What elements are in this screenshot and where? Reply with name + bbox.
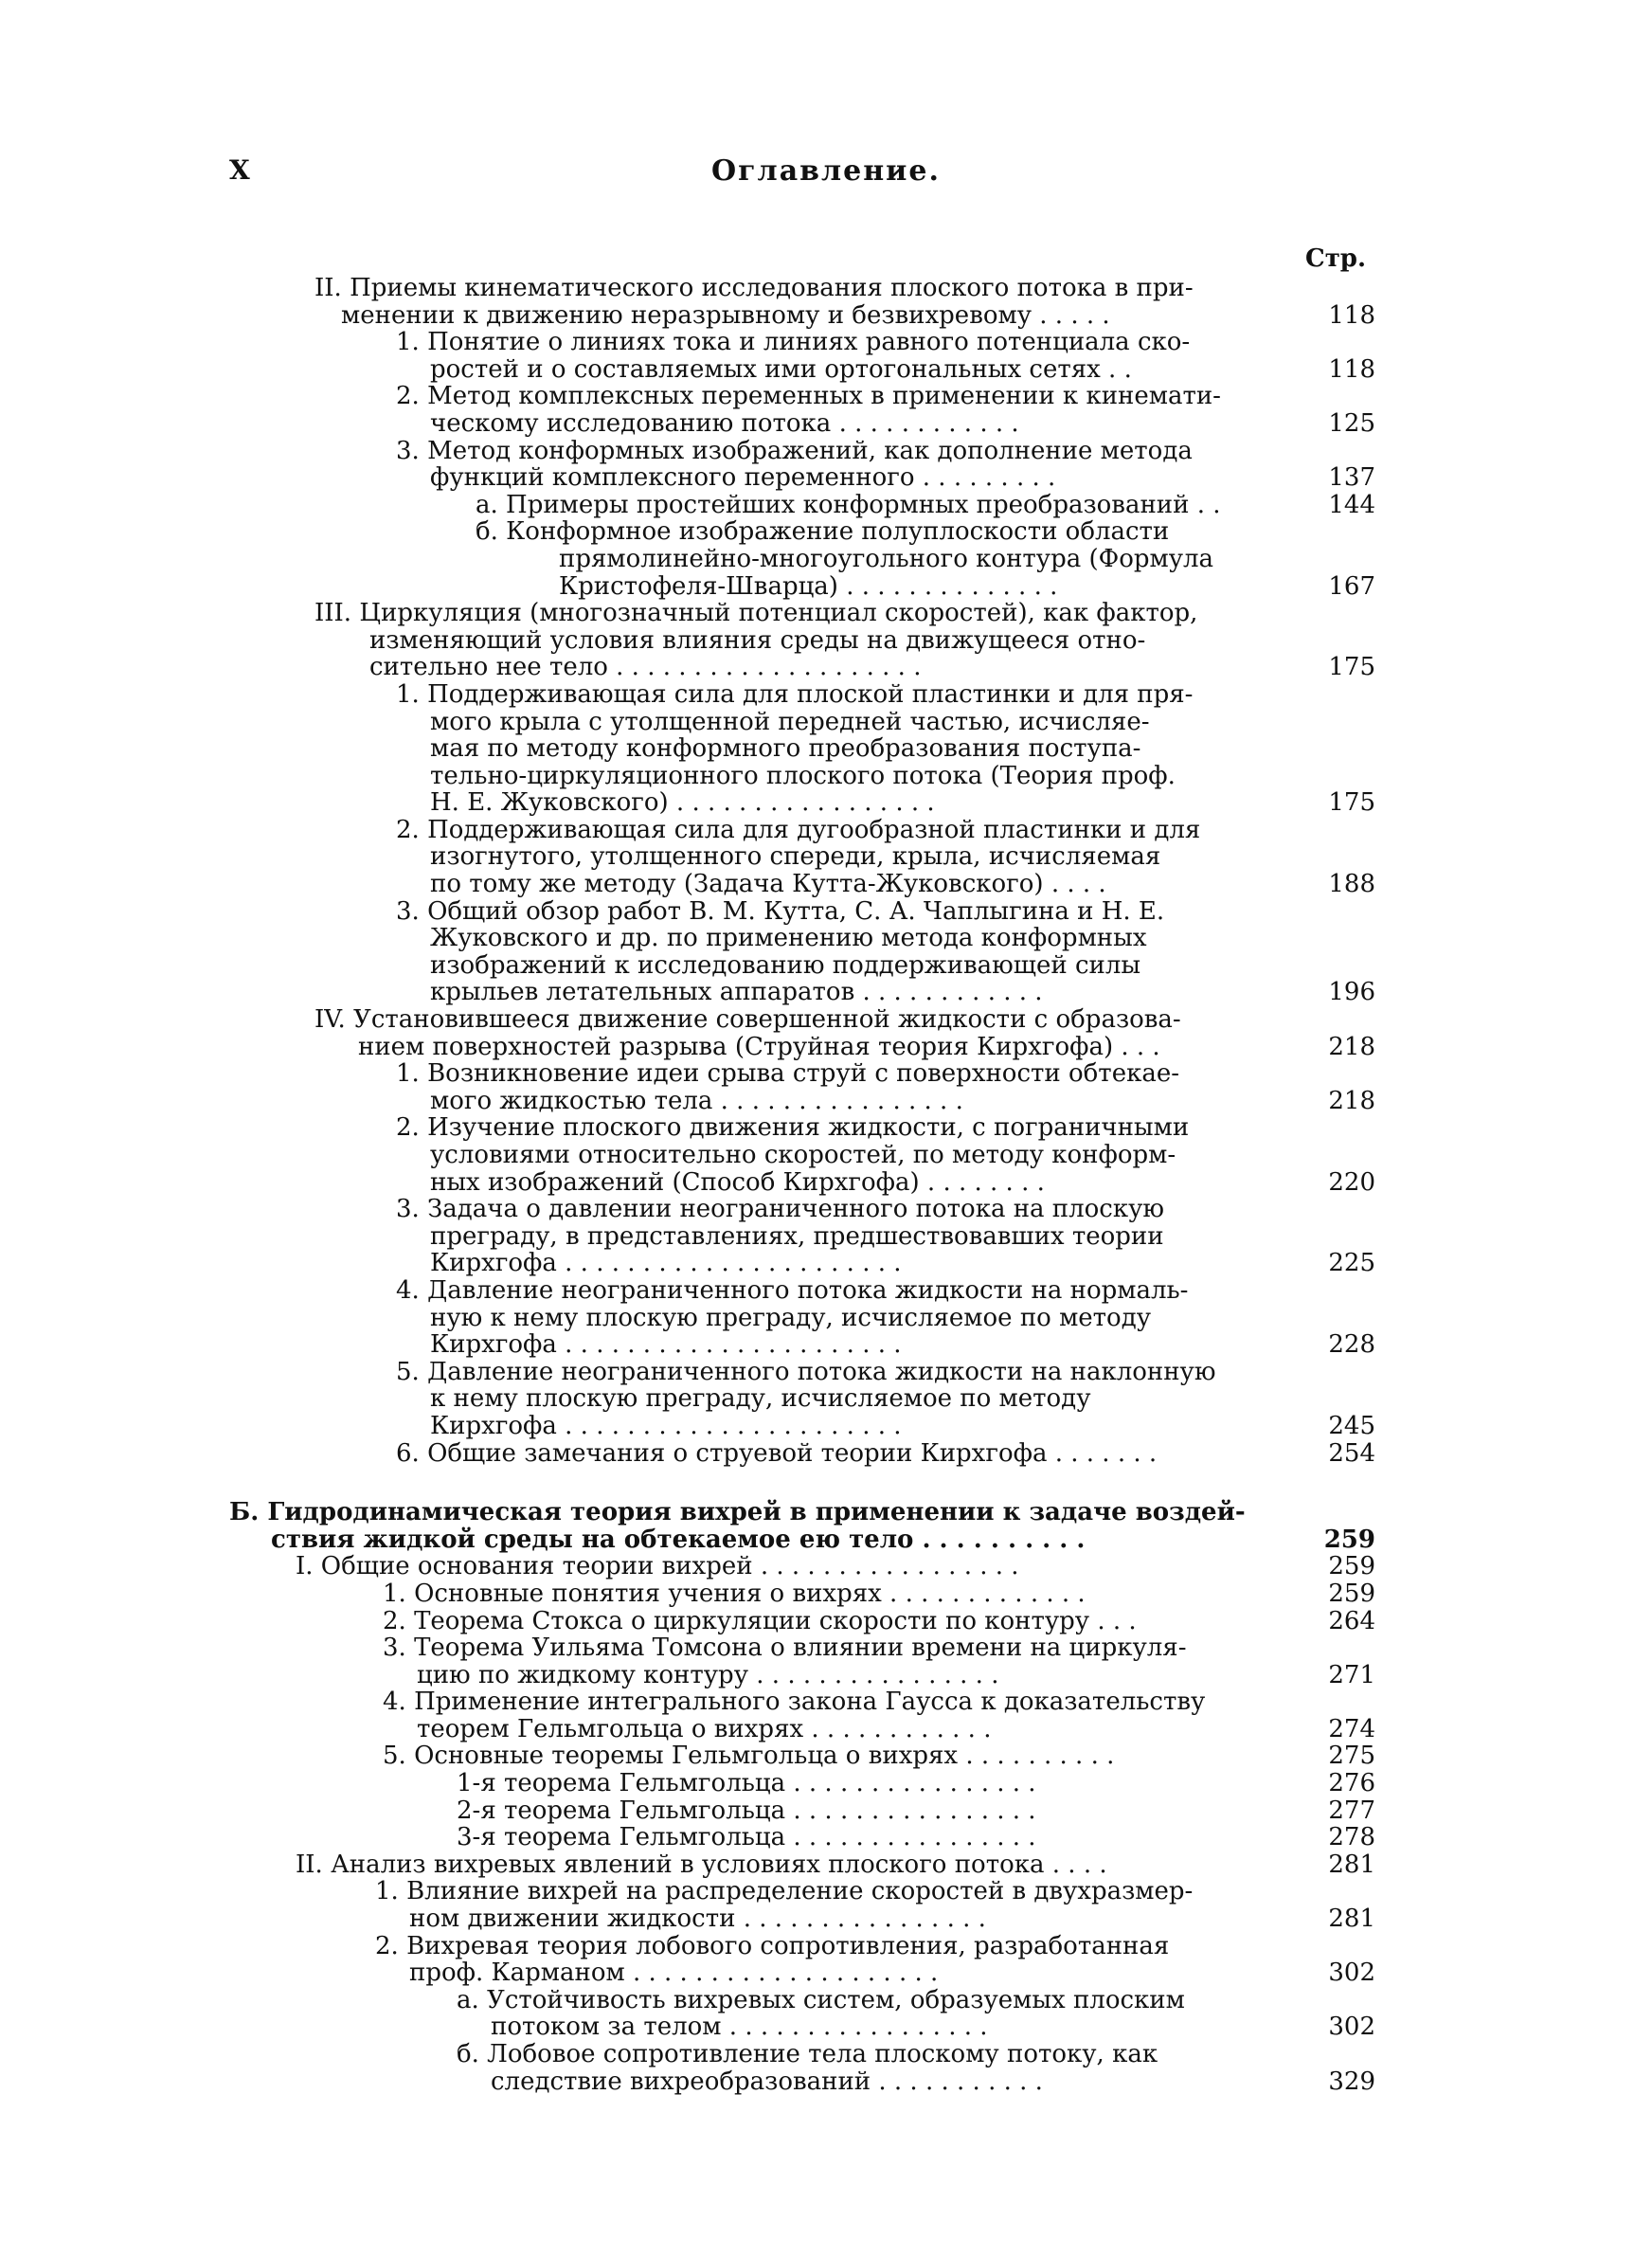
toc-entry [0, 681, 1652, 817]
toc-entry-line: потоком за телом . . . . . . . . . . . . . . . . . [491, 2013, 988, 2041]
toc-entry-line: 6. Общие замечания о струевой теории Кирхгофа . . . . . . . [396, 1439, 1158, 1468]
toc-entry-line: условиями относительно скоростей, по методу конформ- [430, 1142, 1176, 1169]
page-title: Оглавление. [711, 154, 941, 188]
toc-entry-line: 4. Применение интегрального закона Гаусса к доказательству [383, 1688, 1206, 1716]
toc-entry-line: 3. Метод конформных изображений, как дополнение метода [396, 437, 1193, 465]
toc-entry [0, 1608, 1652, 1635]
toc-entry-line: II. Приемы кинематического исследования плоского потока в при- [314, 275, 1194, 302]
toc-page-number: 144 [1328, 490, 1375, 519]
toc-entry-line: мого крыла с утолщенной передней частью, исчисляе- [430, 708, 1150, 736]
toc-page-number: 218 [1328, 1032, 1375, 1061]
toc-entry-line: мая по методу конформного преобразования поступа- [430, 735, 1141, 763]
toc-entry-line: ческому исследованию потока . . . . . . . . . . . . [430, 409, 1019, 438]
toc-entry-line: менении к движению неразрывному и безвихревому . . . . . [341, 301, 1110, 330]
toc-entry-line: изменяющий условия влияния среды на движущееся отно- [369, 626, 1146, 655]
toc-entry-line: б. Лобовое сопротивление тела плоскому потоку, как [457, 2041, 1158, 2068]
toc-entry-line: 2-я теорема Гельмгольца . . . . . . . . . . . . . . . . [457, 1797, 1036, 1825]
toc-entry-line: Кристофеля-Шварца) . . . . . . . . . . . . . . [559, 572, 1058, 601]
toc-entry-line: III. Циркуляция (многозначный потенциал скоростей), как фактор, [314, 600, 1198, 627]
toc-entry-line: теорем Гельмгольца о вихрях . . . . . . . . . . . . [417, 1715, 992, 1743]
toc-entry-line: I. Общие основания теории вихрей . . . . . . . . . . . . . . . . . [296, 1553, 1019, 1580]
toc-page-number: 118 [1328, 300, 1375, 330]
toc-page-number: 245 [1328, 1411, 1375, 1440]
page-header [0, 154, 1652, 192]
toc-entry-line: б. Конформное изображение полуплоскости области [476, 518, 1170, 546]
toc-entry-line: 2. Изучение плоского движения жидкости, с пограничными [396, 1114, 1190, 1142]
toc-entry [0, 1277, 1652, 1359]
toc-entry [0, 1851, 1652, 1879]
toc-page-number: 259 [1328, 1579, 1375, 1608]
toc-page-number: 329 [1328, 2067, 1375, 2096]
toc-entry [0, 1688, 1652, 1742]
toc-entry-line: 2. Поддерживающая сила для дугообразной пластинки и для [396, 816, 1201, 844]
toc-page-number: 220 [1328, 1167, 1375, 1197]
toc-entry-line: а. Примеры простейших конформных преобразований . . [476, 491, 1221, 519]
toc-entry-line: 1. Поддерживающая сила для плоской пластинки и для пря- [396, 680, 1194, 709]
toc-entry-line: мого жидкостью тела . . . . . . . . . . . . . . . . [430, 1087, 963, 1115]
toc-page-number: 175 [1328, 788, 1375, 818]
toc-entry-line: тельно-циркуляционного плоского потока (Теория проф. [430, 762, 1176, 790]
toc-page-number: 137 [1328, 463, 1375, 493]
toc-entry [0, 1580, 1652, 1608]
toc-entry [0, 817, 1652, 898]
toc-page-number: 188 [1328, 870, 1375, 899]
toc-entry [0, 2041, 1652, 2095]
page-column-label: Стр. [1305, 244, 1367, 273]
toc-entry-line: 1. Влияние вихрей на распределение скоростей в двухразмер- [375, 1878, 1194, 1906]
toc-entry-line: сительно нее тело . . . . . . . . . . . . . . . . . . . . [369, 654, 922, 681]
toc-entry [0, 898, 1652, 1006]
toc-entry-line: 4. Давление неограниченного потока жидкости на нормаль- [396, 1276, 1189, 1305]
toc-entry [0, 518, 1652, 600]
toc-entry-line: крыльев летательных аппаратов . . . . . . . . . . . . [430, 979, 1043, 1007]
toc-entry-line: ростей и о составляемых ими ортогональных сетях . . [430, 355, 1132, 384]
toc-page-number: 228 [1328, 1330, 1375, 1360]
toc-page-number: 254 [1328, 1438, 1375, 1468]
toc-entry-line: функций комплексного переменного . . . . . . . . . [430, 464, 1056, 492]
toc-entry-line: 2. Теорема Стокса о циркуляции скорости по контуру . . . [383, 1607, 1137, 1635]
toc-entry [0, 1770, 1652, 1797]
toc-page-number: 259 [1323, 1525, 1375, 1554]
toc-entry-line: Кирхгофа . . . . . . . . . . . . . . . . . . . . . . [430, 1250, 902, 1277]
toc-page-number: 277 [1328, 1796, 1375, 1825]
toc-entry [0, 1797, 1652, 1825]
toc-page-number: 275 [1328, 1742, 1375, 1771]
toc-entry [0, 1634, 1652, 1688]
toc-page-number: 225 [1328, 1249, 1375, 1278]
toc-entry-line: 3. Задача о давлении неограниченного потока на плоскую [396, 1196, 1165, 1223]
toc-entry [0, 1878, 1652, 1932]
toc-entry [0, 1933, 1652, 1987]
toc-page-number: 218 [1328, 1086, 1375, 1115]
toc-entry-line: Кирхгофа . . . . . . . . . . . . . . . . . . . . . . [430, 1412, 902, 1440]
toc-entry-line: проф. Карманом . . . . . . . . . . . . . . . . . . . . [409, 1959, 939, 1987]
toc-entry-line: ную к нему плоскую преграду, исчисляемое по методу [430, 1304, 1152, 1332]
toc-entry [0, 329, 1652, 383]
toc-page-number: 259 [1328, 1552, 1375, 1581]
toc-entry-line: ном движении жидкости . . . . . . . . . . . . . . . . [409, 1905, 986, 1933]
toc-entry [0, 1742, 1652, 1770]
toc-entry-line: Жуковского и др. по применению метода конформных [430, 925, 1147, 952]
toc-entry-line: II. Анализ вихревых явлений в условиях плоского потока . . . . [296, 1851, 1107, 1879]
toc-entry [0, 1824, 1652, 1851]
toc-page-number: 175 [1328, 653, 1375, 682]
toc-entry-line: 3. Теорема Уильяма Томсона о влиянии времени на циркуля- [383, 1634, 1187, 1662]
table-of-contents [0, 275, 1652, 2095]
toc-entry [0, 1499, 1652, 1553]
toc-entry [0, 1060, 1652, 1114]
toc-page-number: 264 [1328, 1606, 1375, 1635]
toc-entry-line: ных изображений (Способ Кирхгофа) . . . . . . . . [430, 1168, 1045, 1197]
toc-page-number: 302 [1328, 1959, 1375, 1988]
toc-page-number: 125 [1328, 408, 1375, 438]
toc-entry-line: 1. Возникновение идеи срыва струй с поверхности обтекае- [396, 1060, 1179, 1088]
toc-entry [0, 1440, 1652, 1468]
toc-entry-line: цию по жидкому контуру . . . . . . . . . . . . . . . . [417, 1661, 999, 1689]
toc-entry-line: изображений к исследованию поддерживающей силы [430, 951, 1141, 980]
toc-entry-line: 1. Понятие о линиях тока и линиях равного потенциала ско- [396, 329, 1191, 356]
toc-entry [0, 275, 1652, 329]
toc-entry-line: ствия жидкой среды на обтекаемое ею тело . . . . . . . . . . [271, 1526, 1086, 1554]
toc-page-number: 271 [1328, 1660, 1375, 1689]
toc-entry-line: преграду, в представлениях, предшествовавших теории [430, 1222, 1164, 1251]
toc-entry [0, 1553, 1652, 1580]
toc-entry [0, 1114, 1652, 1196]
toc-entry-line: IV. Установившееся движение совершенной жидкости с образова- [314, 1006, 1181, 1034]
toc-entry-line: 3-я теорема Гельмгольца . . . . . . . . . . . . . . . . [457, 1824, 1036, 1851]
toc-page-number: 167 [1328, 571, 1375, 601]
toc-entry-line: 5. Давление неограниченного потока жидкости на наклонную [396, 1358, 1216, 1386]
section-gap [0, 1467, 1652, 1499]
toc-entry [0, 383, 1652, 437]
toc-entry [0, 1359, 1652, 1440]
toc-entry [0, 438, 1652, 492]
toc-page-number: 276 [1328, 1769, 1375, 1798]
toc-page-number: 281 [1328, 1850, 1375, 1879]
toc-entry-line: изогнутого, утолщенного спереди, крыла, исчисляемая [430, 843, 1161, 872]
toc-entry-line: по тому же методу (Задача Кутта-Жуковского) . . . . [430, 871, 1106, 898]
toc-page-number: 302 [1328, 2013, 1375, 2042]
toc-page-number: 281 [1328, 1905, 1375, 1934]
toc-entry-line: Кирхгофа . . . . . . . . . . . . . . . . . . . . . . [430, 1331, 902, 1359]
toc-entry-line: а. Устойчивость вихревых систем, образуемых плоским [457, 1986, 1185, 2014]
toc-page-number: 118 [1328, 354, 1375, 384]
toc-entry-line: следствие вихреобразований . . . . . . . . . . . [491, 2067, 1043, 2096]
toc-entry [0, 492, 1652, 519]
toc-entry-line: Н. Е. Жуковского) . . . . . . . . . . . . . . . . . [430, 789, 935, 817]
toc-entry-line: нием поверхностей разрыва (Струйная теория Кирхгофа) . . . [358, 1033, 1160, 1061]
toc-entry-line: 2. Метод комплексных переменных в применении к кинемати- [396, 383, 1221, 410]
toc-entry [0, 1196, 1652, 1277]
toc-page-number: 196 [1328, 978, 1375, 1007]
toc-entry [0, 600, 1652, 681]
toc-entry-line: 5. Основные теоремы Гельмгольца о вихрях . . . . . . . . . . [383, 1742, 1115, 1771]
toc-entry-line: Б. Гидродинамическая теория вихрей в применении к задаче воздей- [229, 1499, 1246, 1526]
roman-page-number: X [229, 154, 250, 186]
toc-entry-line: прямолинейно-многоугольного контура (Формула [559, 545, 1214, 573]
toc-entry-line: к нему плоскую преграду, исчисляемое по методу [430, 1385, 1091, 1413]
toc-entry [0, 1006, 1652, 1060]
toc-page-number: 274 [1328, 1714, 1375, 1743]
toc-entry-line: 2. Вихревая теория лобового сопротивления, разработанная [375, 1932, 1170, 1960]
toc-entry-line: 1-я теорема Гельмгольца . . . . . . . . . . . . . . . . [457, 1770, 1036, 1797]
toc-entry [0, 1987, 1652, 2041]
toc-entry-line: 3. Общий обзор работ В. М. Кутта, С. А. Чаплыгина и Н. Е. [396, 897, 1165, 926]
toc-entry-line: 1. Основные понятия учения о вихрях . . . . . . . . . . . . . [383, 1580, 1086, 1608]
toc-page-number: 278 [1328, 1823, 1375, 1852]
